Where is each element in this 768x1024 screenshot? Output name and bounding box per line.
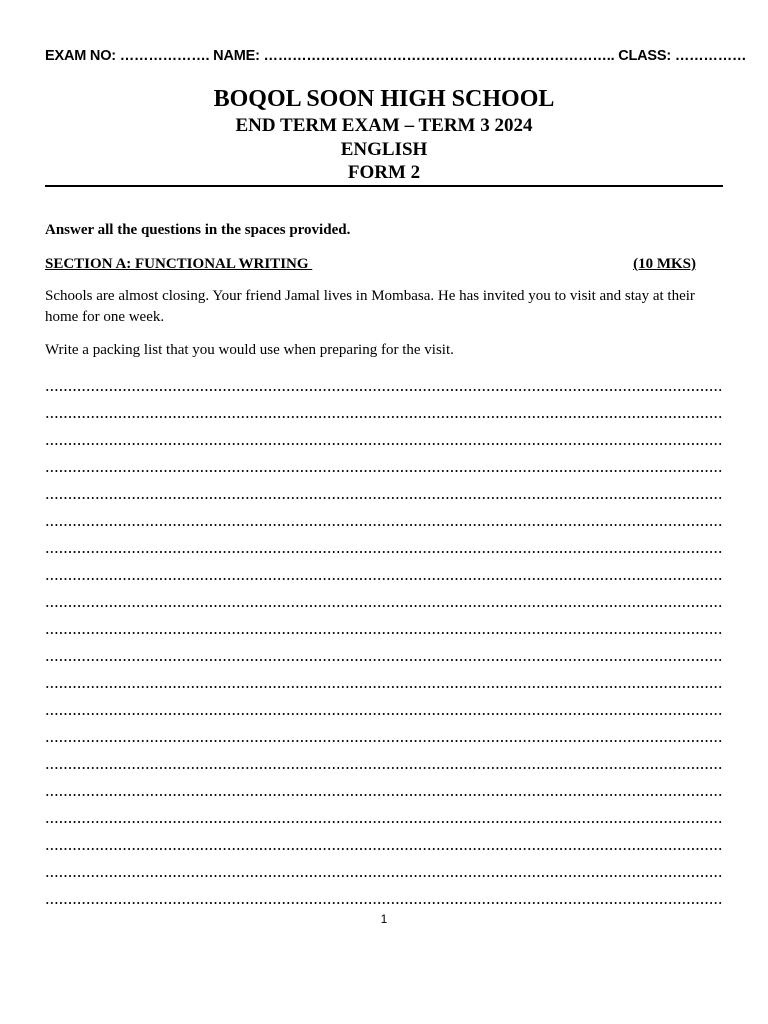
answer-line[interactable] [45, 829, 723, 856]
answer-line[interactable] [45, 370, 723, 397]
title-block [45, 85, 723, 185]
section-a-heading [45, 254, 696, 275]
candidate-details-line: EXAM NO: ………………. NAME: ……………………………………………………………….. CLASS: …………… [45, 48, 747, 64]
page-number: 1 [380, 912, 388, 926]
answer-line[interactable] [45, 532, 723, 559]
answer-line[interactable] [45, 424, 723, 451]
answer-line[interactable] [45, 883, 723, 910]
form-title: FORM 2 [347, 162, 421, 183]
answer-line[interactable] [45, 559, 723, 586]
answer-line[interactable] [45, 775, 723, 802]
answer-line[interactable] [45, 451, 723, 478]
question-task: Write a packing list that you would use when preparing for the visit. [45, 342, 454, 358]
subject-title: ENGLISH [340, 138, 428, 160]
question-scenario: Schools are almost closing. Your friend Jamal lives in Mombasa. He has invited you to visit and stay at their home for one week. [45, 288, 695, 325]
answer-line[interactable] [45, 802, 723, 829]
answer-line[interactable] [45, 694, 723, 721]
answer-line[interactable] [45, 856, 723, 883]
exam-title: END TERM EXAM – TERM 3 2024 [235, 115, 533, 136]
answer-line[interactable] [45, 586, 723, 613]
answer-line[interactable] [45, 478, 723, 505]
section-heading-filler [309, 254, 634, 255]
title-divider [45, 185, 723, 187]
answer-line[interactable] [45, 397, 723, 424]
answer-line[interactable] [45, 613, 723, 640]
answer-line[interactable] [45, 640, 723, 667]
general-instruction: Answer all the questions in the spaces provided. [45, 222, 351, 238]
school-name: BOQOL SOON HIGH SCHOOL [213, 86, 555, 112]
answer-line[interactable] [45, 667, 723, 694]
section-a-title: SECTION A: FUNCTIONAL WRITING [45, 256, 309, 272]
answer-space[interactable] [45, 370, 723, 910]
answer-line[interactable] [45, 505, 723, 532]
answer-line[interactable] [45, 748, 723, 775]
answer-line[interactable] [45, 721, 723, 748]
section-a-marks: (10 MKS) [633, 256, 696, 272]
